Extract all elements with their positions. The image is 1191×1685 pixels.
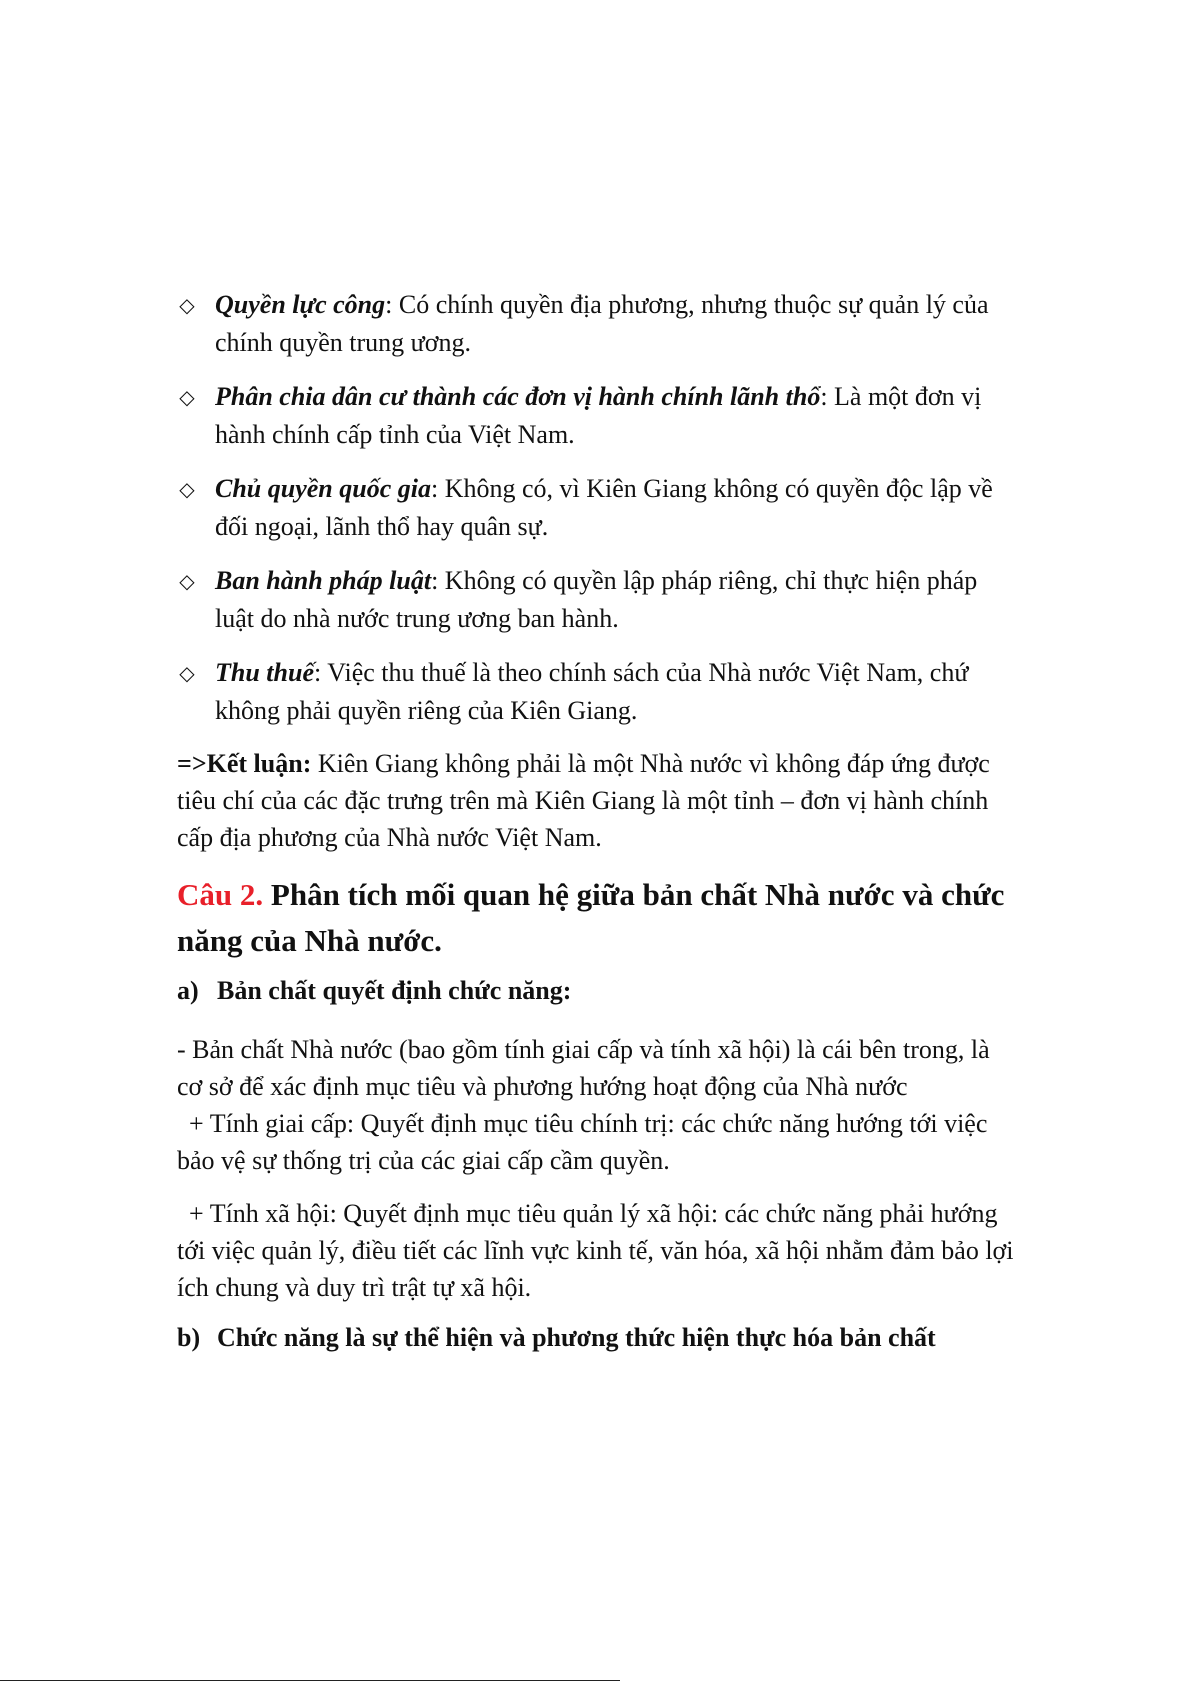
bullet-text: : Không có, vì Kiên Giang không có quyền độc lập về đối ngoại, lãnh thổ hay quân sự. (215, 474, 993, 541)
section-b-heading (177, 1320, 1037, 1356)
section-b-title: Chức năng là sự thể hiện và phương thức hiện thực hóa bản chất (217, 1323, 936, 1352)
diamond-bullet-icon: ◇ (179, 293, 195, 317)
diamond-bullet-icon: ◇ (179, 661, 195, 685)
bullet-term: Thu thuế (215, 658, 314, 687)
bullet-text: : Không có quyền lập pháp riêng, chỉ thực hiện pháp luật do nhà nước trung ương ban hành. (215, 566, 978, 633)
bullet-term: Quyền lực công (215, 290, 386, 319)
bullet-term: Chủ quyền quốc gia (215, 474, 431, 503)
section-a-paragraph-2: + Tính giai cấp: Quyết định mục tiêu chính trị: các chức năng hướng tới việc bảo vệ sự thống trị của các giai cấp cầm quyền. (177, 1109, 988, 1175)
bullet-text: : Là một đơn vị hành chính cấp tỉnh của Việt Nam. (215, 382, 982, 449)
question-number: Câu 2. (177, 877, 264, 912)
question-heading (177, 872, 1037, 964)
bullet-text: : Việc thu thuế là theo chính sách của Nhà nước Việt Nam, chứ không phải quyền riêng của Kiên Giang. (215, 658, 969, 725)
diamond-bullet-icon: ◇ (179, 385, 195, 409)
diamond-bullet-icon: ◇ (179, 477, 195, 501)
section-a-title: Bản chất quyết định chức năng: (217, 976, 572, 1005)
section-a-label: a) (177, 976, 199, 1005)
bullet-term: Phân chia dân cư thành các đơn vị hành chính lãnh thổ (215, 382, 821, 411)
bullet-term: Ban hành pháp luật (215, 566, 432, 595)
section-a-heading (177, 973, 1037, 1009)
section-a-paragraph-3: + Tính xã hội: Quyết định mục tiêu quản lý xã hội: các chức năng phải hướng tới việc quản lý, điều tiết các lĩnh vực kinh tế, văn hóa, xã hội nhằm đảm bảo lợi ích chung và duy trì trật tự xã hội. (177, 1199, 1014, 1302)
conclusion-text: Kiên Giang không phải là một Nhà nước vì không đáp ứng được tiêu chí của các đặc trưng trên mà Kiên Giang là một tỉnh – đơn vị hành chính cấp địa phương của Nhà nước Việt Nam. (177, 749, 990, 852)
question-title: Phân tích mối quan hệ giữa bản chất Nhà nước và chức năng của Nhà nước. (177, 877, 1005, 958)
section-b-label: b) (177, 1323, 201, 1352)
conclusion-label: =>Kết luận: (177, 749, 312, 778)
bullet-text: : Có chính quyền địa phương, nhưng thuộc sự quản lý của chính quyền trung ương. (215, 290, 989, 357)
section-a-paragraph-1: - Bản chất Nhà nước (bao gồm tính giai cấp và tính xã hội) là cái bên trong, là cơ sở để xác định mục tiêu và phương hướng hoạt động của Nhà nước (177, 1035, 990, 1101)
diamond-bullet-icon: ◇ (179, 569, 195, 593)
bottom-divider (0, 1680, 620, 1681)
conclusion-paragraph (177, 745, 1017, 856)
